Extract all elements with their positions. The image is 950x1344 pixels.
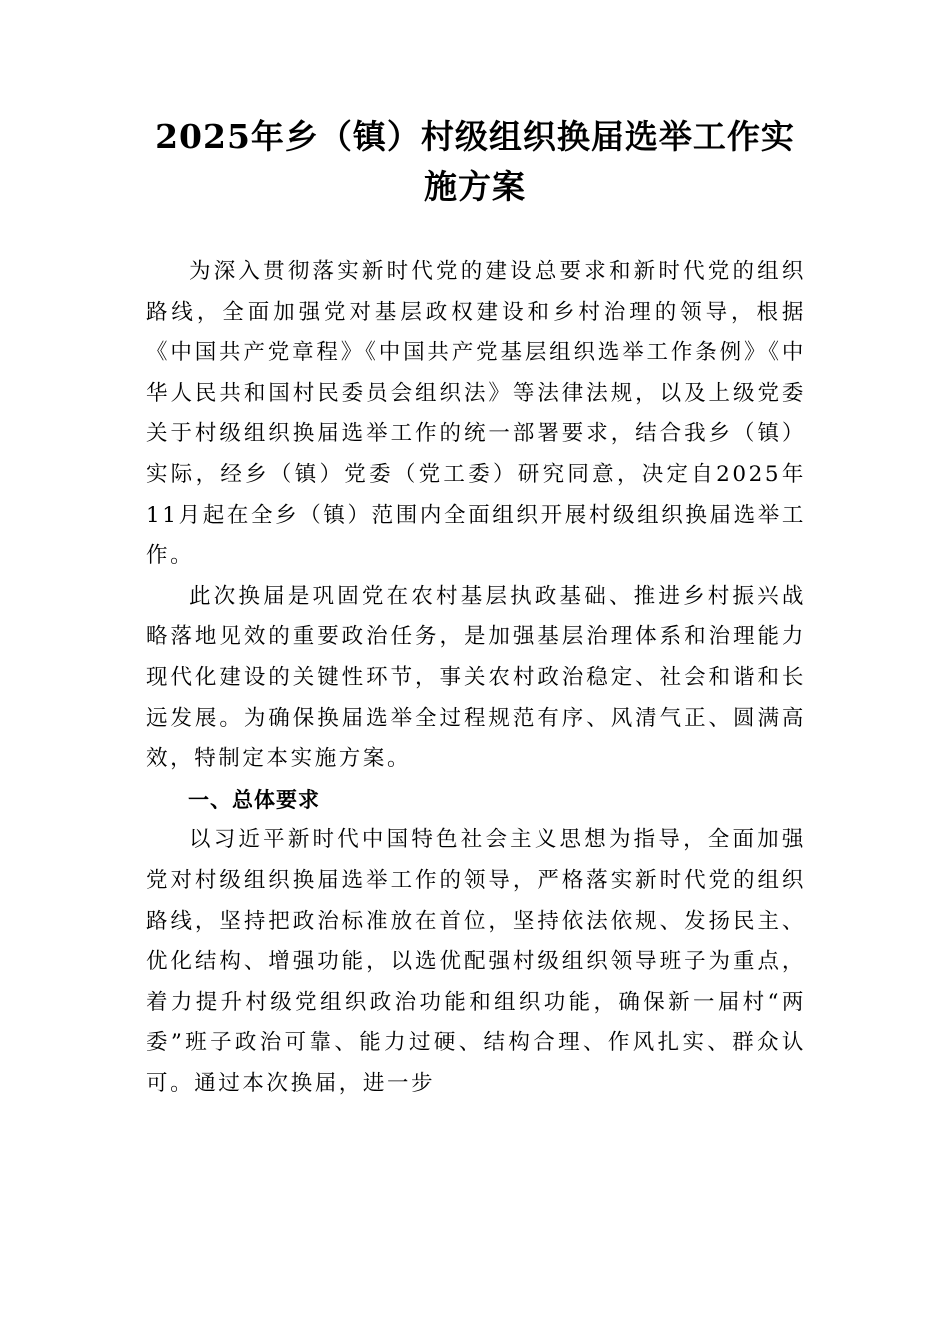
document-body	[146, 252, 806, 1104]
purpose-paragraph: 此次换届是巩固党在农村基层执政基础、推进乡村振兴战略落地见效的重要政治任务，是加强基层治理体系和治理能力现代化建设的关键性环节，事关农村政治稳定、社会和谐和长远发展。为确保换届选举全过程规范有序、风清气正、圆满高效，特制定本实施方案。	[146, 583, 806, 772]
section-paragraph: 以习近平新时代中国特色社会主义思想为指导，全面加强党对村级组织换届选举工作的领导，严格落实新时代党的组织路线，坚持把政治标准放在首位，坚持依法依规、发扬民主、优化结构、增强功能，以选优配强村级组织领导班子为重点，着力提升村级党组织政治功能和组织功能，确保新一届村“两委”班子政治可靠、能力过硬、结构合理、作风扎实、群众认可。通过本次换届，进一步	[146, 827, 806, 1096]
section-heading: 一、总体要求	[188, 787, 320, 812]
intro-paragraph: 为深入贯彻落实新时代党的建设总要求和新时代党的组织路线，全面加强党对基层政权建设和乡村治理的领导，根据《中国共产党章程》《中国共产党基层组织选举工作条例》《中华人民共和国村民委员会组织法》等法律法规，以及上级党委关于村级组织换届选举工作的统一部署要求，结合我乡（镇）实际，经乡（镇）党委（党工委）研究同意，决定自2025年11月起在全乡（镇）范围内全面组织开展村级组织换届选举工作。	[146, 259, 806, 569]
document-title: 2025年乡（镇）村级组织换届选举工作实施方案	[155, 117, 795, 206]
